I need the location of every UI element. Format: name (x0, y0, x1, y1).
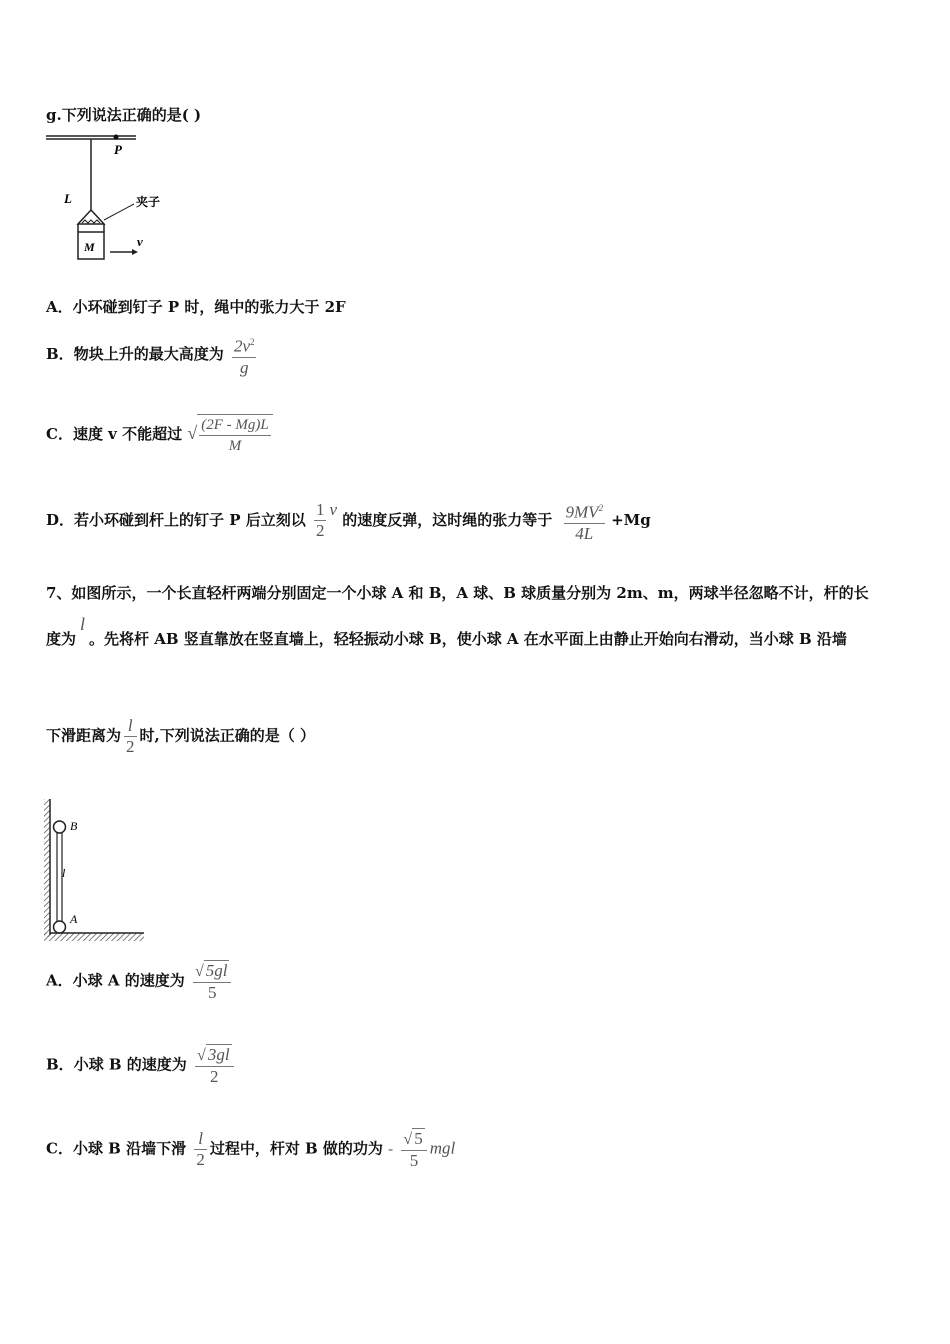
label-l: L (64, 191, 72, 206)
option-letter: D． (46, 510, 75, 529)
option-text: 过程中，杆对 B 做的功为 (209, 1139, 383, 1158)
option-tail: mgl (429, 1138, 456, 1158)
q6-option-b[interactable] (46, 332, 259, 378)
wall (44, 799, 50, 937)
option-text: 小球 B 的速度为 (73, 1055, 187, 1074)
var-v: v (329, 499, 338, 519)
q6-option-c[interactable] (46, 414, 276, 456)
q7-option-b[interactable] (46, 1044, 237, 1087)
question-6-stem: g.下列说法正确的是( ) (46, 106, 202, 124)
option-text: 的速度反弹，这时绳的张力等于 (342, 510, 553, 529)
label-a: A (70, 912, 78, 926)
fraction-half: $\frac{l}{2}$ (196, 1129, 205, 1169)
option-text: 小球 B 沿墙下滑 (72, 1139, 187, 1158)
q6-option-a[interactable] (46, 296, 346, 317)
label-b: B (70, 819, 78, 833)
fraction: $\frac{2v^2}{g}$ (233, 336, 255, 377)
question-7-line1: 7、如图所示，一个长直轻杆两端分别固定一个小球 A 和 B，A 球、B 球质量分别为 2m、m，两球半径忽略不计，杆的长 (46, 584, 869, 602)
option-text: 小球 A 的速度为 (72, 971, 185, 990)
option-text: 小环碰到钉子 P 时，绳中的张力大于 2F (72, 298, 346, 316)
fraction: $\frac{√ 5}{5}$ (401, 1128, 426, 1171)
floor (44, 933, 144, 941)
ball-b (54, 821, 66, 833)
sqrt-icon: √ (187, 423, 198, 443)
option-text: 物块上升的最大高度为 (73, 344, 224, 363)
pendulum-figure (44, 128, 174, 268)
label-clip: 夹子 (136, 195, 161, 209)
wall-rod-figure (42, 795, 152, 945)
option-letter: B． (46, 344, 74, 363)
fraction: $\frac{(2F - Mg)L}{M}$ (197, 414, 273, 456)
fraction: $\frac{l}{2}$ (126, 716, 135, 756)
fraction: $\frac{√ 3gl}{2}$ (195, 1044, 234, 1087)
fraction: $\frac{√ 5gl}{5}$ (193, 960, 232, 1003)
option-letter: A． (46, 298, 73, 316)
label-m: M (84, 240, 95, 254)
option-letter: C． (46, 425, 73, 443)
fraction: $\frac{9MV^2}{4L}$ (565, 502, 604, 543)
option-text: 若小环碰到杆上的钉子 P 后立刻以 (74, 510, 306, 529)
question-7-line3: 下滑距离为 $\frac{l}{2}$ 时,下列说法正确的是（ ） (46, 716, 315, 756)
ball-a (54, 921, 66, 933)
fraction-half: $\frac{1}{2}$ (315, 500, 325, 541)
option-letter: C． (46, 1139, 73, 1158)
label-p: P (114, 142, 122, 157)
question-7-line2: 度为l。先将杆 AB 竖直靠放在竖直墙上，轻轻振动小球 B，使小球 A 在水平面上由静止开始向右滑动，当小球 B 沿墙 (46, 614, 847, 648)
option-text: 速度 v 不能超过 (72, 425, 183, 443)
label-l: l (62, 866, 66, 880)
clip (78, 210, 104, 224)
label-v: v (137, 234, 143, 249)
option-tail: +Mg (611, 510, 651, 529)
nail-p (114, 135, 119, 140)
minus-sign: - (388, 1141, 394, 1158)
q7-option-a[interactable] (46, 960, 234, 1003)
q7-option-c[interactable] (46, 1128, 455, 1171)
q6-option-d[interactable] (46, 498, 651, 544)
option-letter: A． (46, 971, 73, 990)
var-l: l (80, 614, 86, 634)
option-letter: B． (46, 1055, 74, 1074)
